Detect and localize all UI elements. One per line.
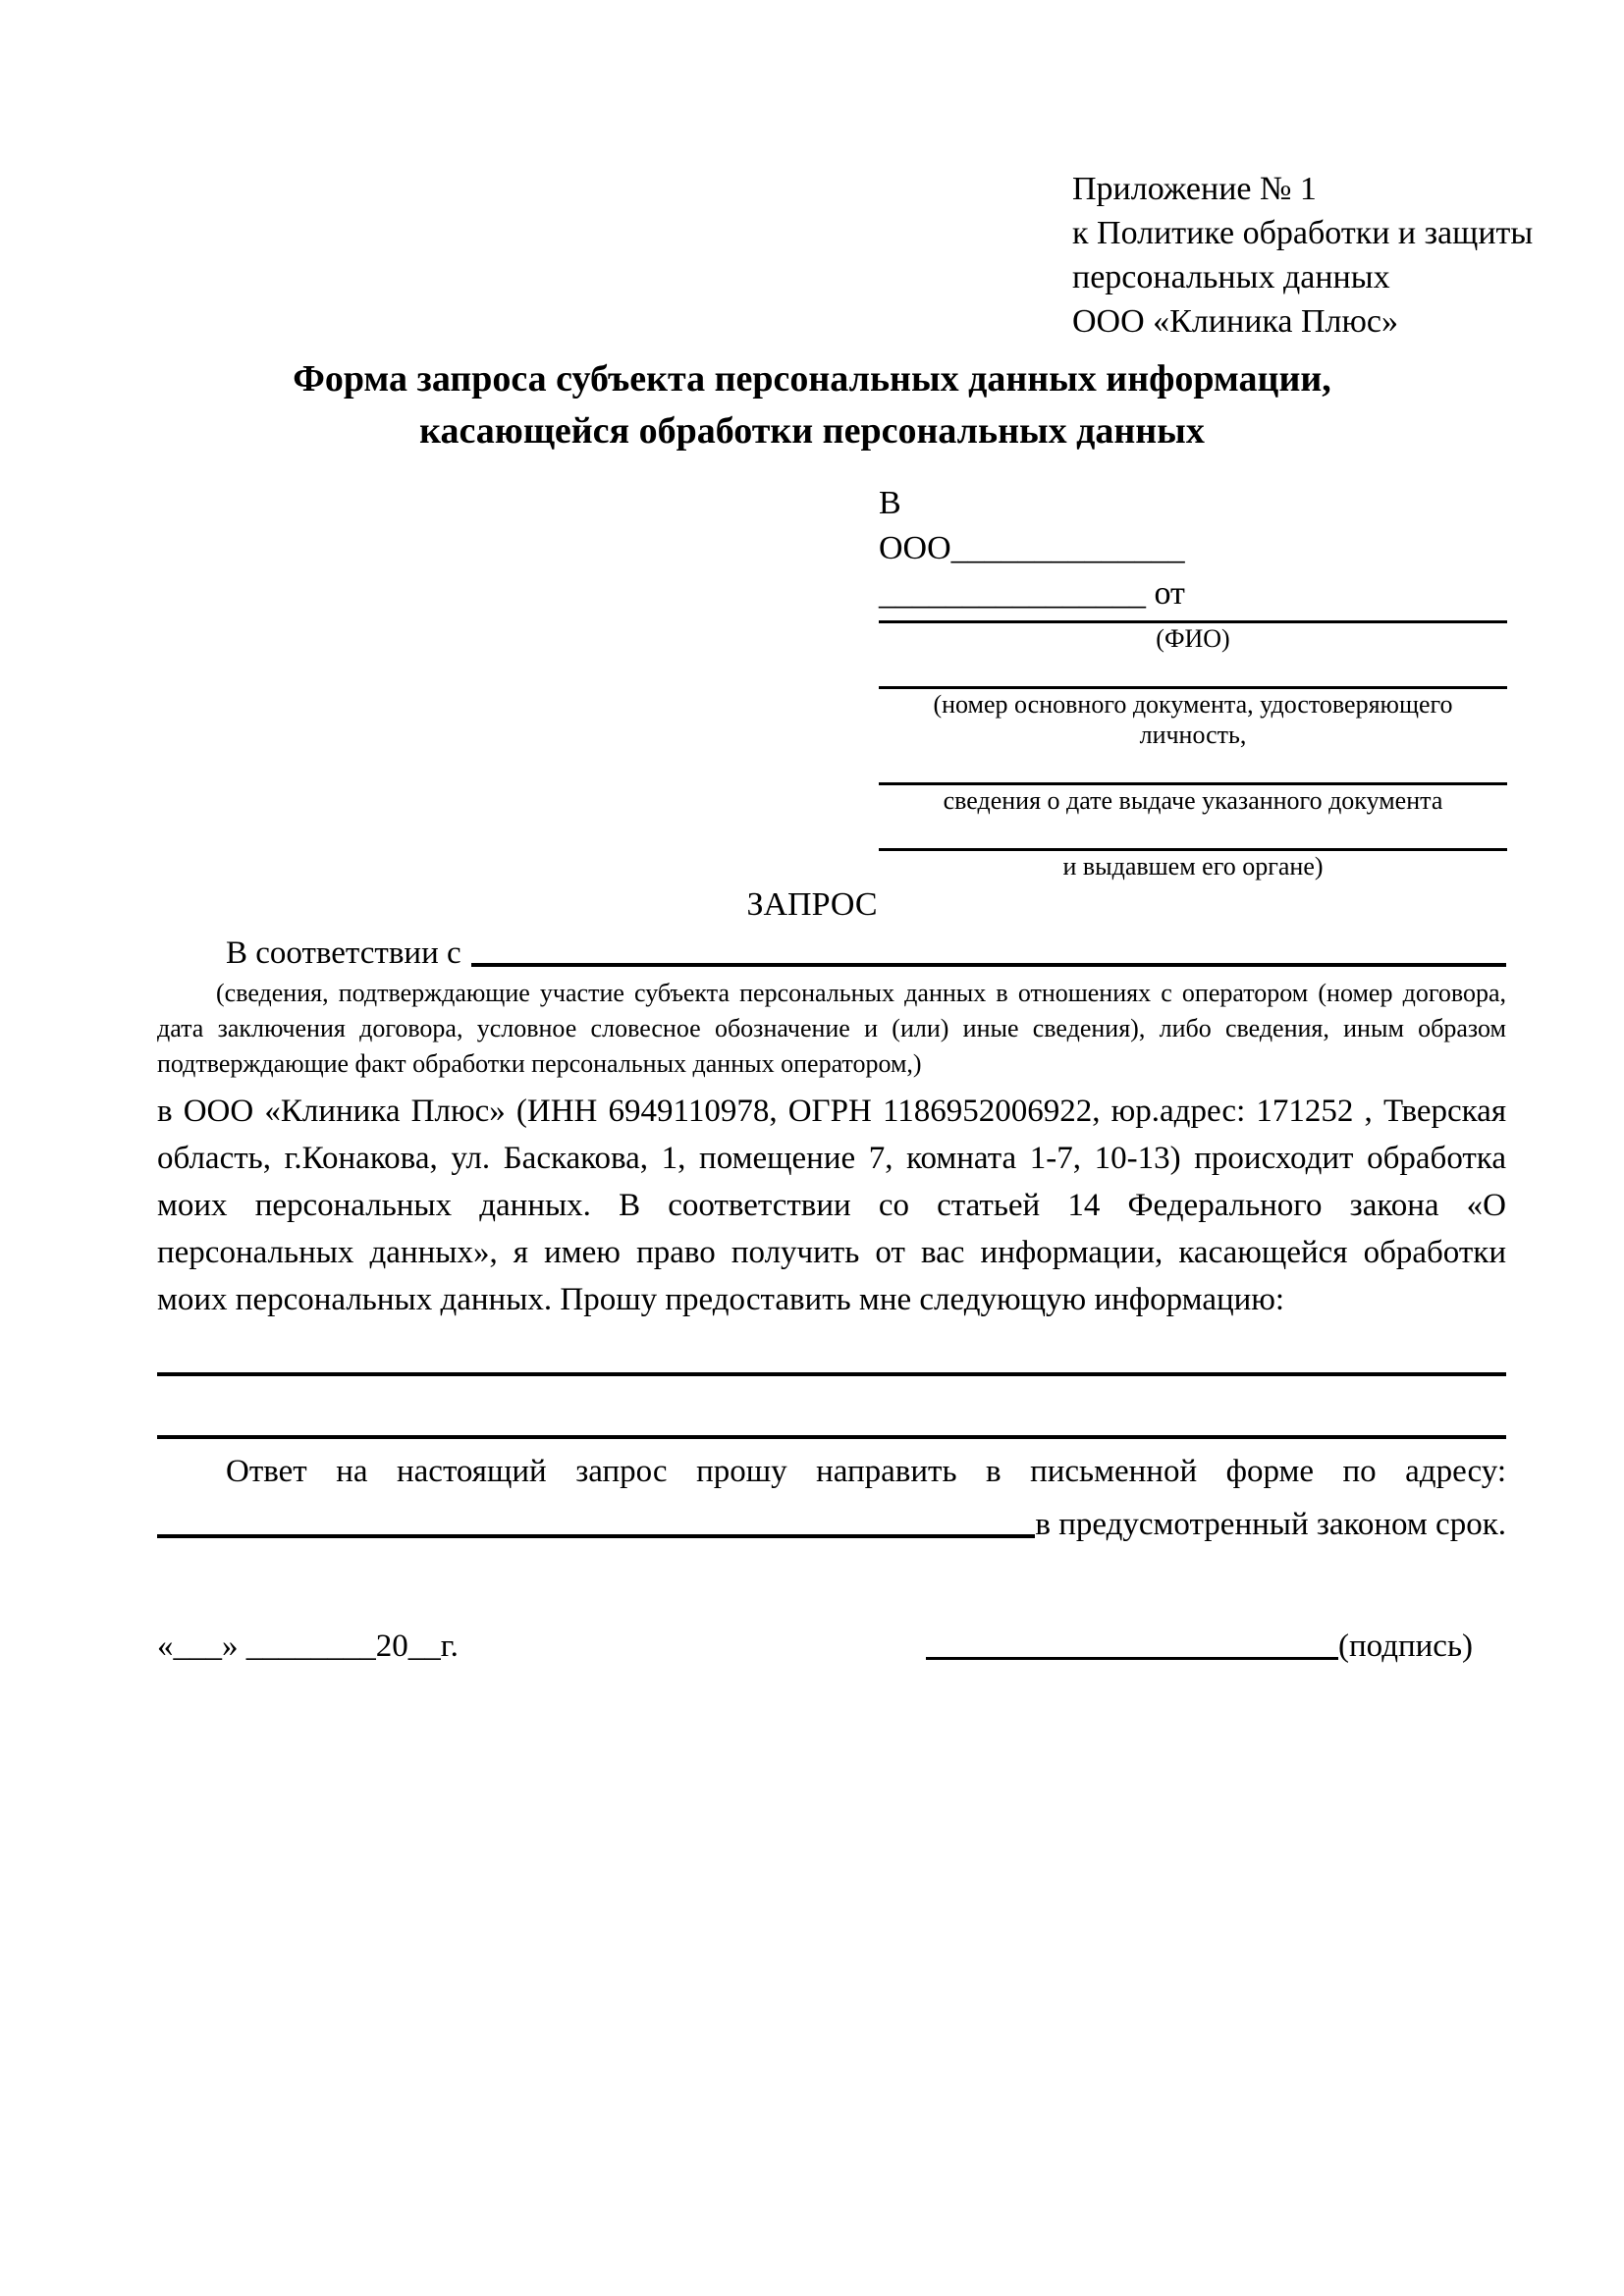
signature-fill-line — [926, 1657, 1338, 1660]
addressee-org-line — [879, 526, 1507, 571]
answer-address-line — [157, 1498, 1506, 1543]
information-fill-line-1 — [157, 1372, 1506, 1376]
appendix-note-line: ООО «Клиника Плюс» — [1072, 303, 1398, 340]
addressee-org-label: ООО — [879, 530, 951, 566]
addressee-from-line — [879, 571, 1507, 616]
from-blank: ________________ — [879, 575, 1146, 612]
addressee-block — [879, 481, 1507, 881]
answer-suffix: в предусмотренный законом срок. — [1035, 1507, 1506, 1542]
appendix-note-line: персональных данных — [1072, 259, 1390, 295]
issuing-authority-caption: и выдавшем его органе) — [1062, 852, 1324, 881]
org-name-blank: ______________ — [950, 530, 1185, 566]
intro-line — [157, 927, 1506, 972]
document-number-caption: (номер основного документа, удостоверяющего личность, — [933, 690, 1453, 749]
fine-print-note: (сведения, подтверждающие участие субъекта персональных данных в отношениях с оператором (номер договора, дата заключения договора, условное словесное обозначение и (или) иные сведения), либо сведения, иным образом подтверждающие факт обработки персональных данных оператором,) — [157, 979, 1506, 1078]
signature-caption: (подпись) — [1338, 1629, 1473, 1664]
document-title-line: касающейся обработки персональных данных — [419, 410, 1205, 452]
date-signature-row — [157, 1620, 1506, 1665]
appendix-note — [1072, 167, 1533, 344]
document-title-line: Форма запроса субъекта персональных данных информации, — [293, 358, 1331, 400]
appendix-note-line: Приложение № 1 — [1072, 171, 1317, 207]
request-heading: ЗАПРОС — [746, 886, 878, 923]
appendix-note-line: к Политике обработки и защиты — [1072, 215, 1534, 251]
intro-fill-line — [471, 963, 1506, 967]
document-title — [0, 353, 1624, 457]
document-date-caption: сведения о дате выдаче указанного документа — [943, 786, 1443, 815]
addressee-from-label: от — [1154, 575, 1185, 612]
request-body-block — [157, 927, 1506, 1665]
addressee-to-label: В — [879, 485, 901, 521]
information-fill-line-2 — [157, 1435, 1506, 1439]
fio-caption: (ФИО) — [1156, 624, 1230, 653]
intro-label: В соответствии с — [226, 935, 461, 971]
date-fill-text: «___» ________20__г. — [157, 1629, 459, 1664]
answer-intro: Ответ на настоящий запрос прошу направить в письменной форме по адресу: — [226, 1454, 1506, 1489]
request-body-paragraph: в ООО «Клиника Плюс» (ИНН 6949110978, ОГРН 1186952006922, юр.адрес: 171252 , Тверская область, г.Конакова, ул. Баскакова, 1, помещение 7, комната 1-7, 10-13) происходит обработка моих персональных данных. В соответствии со статьей 14 Федерального закона «О персональных данных», я имею право получить от вас информации, касающейся обработки моих персональных данных. Прошу предоставить мне следующую информацию: — [157, 1094, 1506, 1317]
address-fill-line — [157, 1534, 1035, 1538]
signature-group — [926, 1629, 1473, 1665]
